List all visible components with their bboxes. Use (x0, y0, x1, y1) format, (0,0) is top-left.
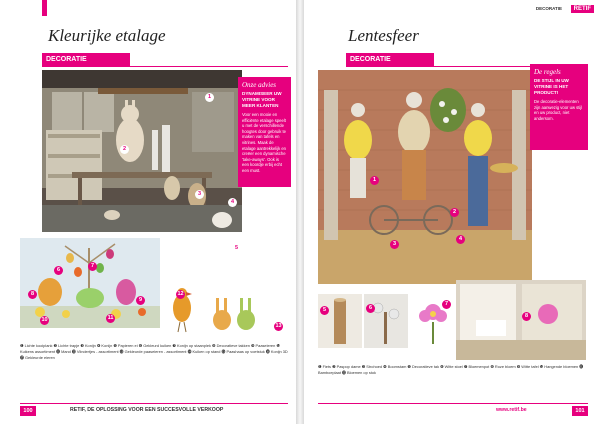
spring-window-image (318, 70, 532, 284)
spring-window-photo (318, 70, 532, 284)
book-gutter (296, 0, 304, 424)
footer-rule (318, 403, 588, 404)
marker-11: 11 (107, 315, 114, 321)
marker-10: 10 (41, 317, 48, 323)
marker-6: 6 (366, 304, 375, 313)
marker-5: 5 (320, 306, 329, 315)
marker-7: 7 (88, 262, 97, 271)
marker-13: 13 (275, 323, 282, 329)
marker-7: 7 (442, 300, 451, 309)
callout-body: Voor een mooie en efficiënte etalage speelt u met de verschillende hoogtes door gebruik te maken van tafels en vitrines. Maak de etalage aantrekkelijk en creëer een dynamische 'take-aways'. Ook is een koordje erbij echt een must. (242, 112, 286, 173)
section-rule (130, 53, 288, 67)
callout-title: De regels (534, 68, 561, 76)
marker-2: 2 (120, 145, 129, 154)
branch-photo (364, 294, 408, 348)
product-legend: ❶ Fiets ❷ Paspop dame ❸ Strohoed ❹ Boomstam ❺ Decoratieve tak ❻ Witte stoel ❼ Bloemenpot ❽ Roze bloem ❾ Witte tafel ❿ Hangende bloemen ⓫ Bamboeplaat ⓬ Bloemen op stok (318, 364, 584, 375)
branch-image (364, 294, 408, 348)
footer-rule (20, 403, 288, 404)
marker-9: 9 (136, 296, 145, 305)
header-category: DECORATIE (535, 6, 562, 11)
section-label: DECORATIE (42, 53, 130, 67)
marker-4: 4 (228, 198, 237, 207)
left-page (0, 0, 296, 424)
callout-heading: DE STIJL IN UW VITRINE IS HET PRODUCT! (534, 78, 569, 95)
footer-slogan: RETIF, DE OPLOSSING VOOR EEN SUCCESVOLLE VERKOOP (70, 407, 224, 413)
marker-1: 1 (205, 93, 214, 102)
page-number: 100 (20, 406, 36, 416)
marker-4: 4 (456, 235, 465, 244)
advice-callout (238, 77, 291, 187)
callout-body: De decoratie-elementen zijn aanwezig voor uw stijl en uw product, niet andersom. (534, 99, 583, 121)
interior-photo (456, 280, 586, 360)
page-title: Lentesfeer (348, 26, 419, 45)
callout-heading: DYNAMISEER UW VITRINE VOOR MEER KLANTEN (242, 91, 282, 108)
section-label: DECORATIE (346, 53, 434, 67)
rules-callout (530, 64, 588, 150)
marker-5: 5 (232, 244, 241, 253)
marker-3: 3 (195, 190, 204, 199)
easter-display-image (20, 238, 160, 328)
website-link[interactable]: www.retif.be (496, 407, 527, 413)
page-tab-marker (42, 0, 47, 16)
interior-image (456, 280, 586, 360)
marker-2: 2 (450, 208, 459, 217)
page-title: Kleurijke etalage (48, 26, 166, 45)
brand-logo: RETIF (571, 5, 594, 13)
marker-8: 8 (522, 312, 531, 321)
marker-1: 1 (370, 176, 379, 185)
callout-title: Onze advies (242, 81, 277, 89)
right-page (304, 0, 600, 424)
tree-trunk-image (318, 294, 362, 348)
marker-12: 12 (177, 291, 184, 297)
marker-3: 3 (390, 240, 399, 249)
product-legend: ❶ Lichte kooiplank ❷ Lichte trapje ❸ Konijn ❹ Konijn ❺ Papieren ei ❻ Gekleurd kuiken ❼ Konijn op staanplek ❽ Decoratieve takken ❾ Paaseieren ❿ Kuikens assortiment ⓫ Mand ⓬ Vlindertjes - assortiment ⓭ Gekleurde paaseieren - assortiment ⓮ Kuiken op stand ⓯ Paashaas op voetstuk ⓰ Konijn 3D ⓱ Gekleurde eieren (20, 343, 288, 360)
tree-trunk-photo (318, 294, 362, 348)
page-number: 101 (572, 406, 588, 416)
marker-8: 8 (28, 290, 37, 299)
marker-6: 6 (54, 266, 63, 275)
easter-display-photo (20, 238, 160, 328)
